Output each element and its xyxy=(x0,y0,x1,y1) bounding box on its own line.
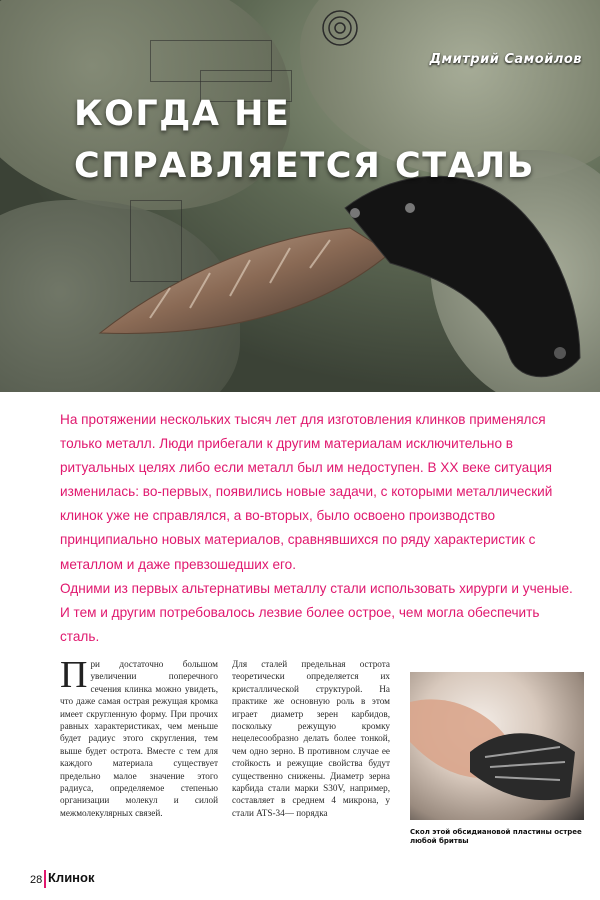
intro-paragraph-1: На протяжении нескольких тысяч лет для изготовления клинков применялся только металл. Люди прибегали к другим материалам исключительно в ритуальных целях либо если металл был им недоступен. В XX веке ситуация изменилась: во-первых, появились новые задачи, с которыми металлический клинок уже не справлялся, а во-вторых, было освоено производство принципиально новых материалов, сравнявшихся по ряду характеристик с металлом и даже превзошедших его. xyxy=(60,412,553,572)
body-text: Для сталей предельная острота теоретически определяется их кристаллической структурой. На практике же основную роль в этом играет диаметр зерен карбидов, поскольку режущую кромку нецелесообразно делать более тонкой, чем одно зерно. В противном случае ее стойкость и режущие свойства будут существенно снижены. Диаметр зерна карбида стали марки S30V, например, составляет в среднем 4 микрона, у стали ATS-34— порядка xyxy=(232,659,390,818)
body-text: ри достаточно большом увеличении поперечного сечения клинка можно увидеть, что даже самая острая режущая кромка имеет скругленную форму. При прочих равных характеристиках, чем меньше будет радиус этого скругления, тем выше будет острота. Вместе с тем для каждого материала существует предельно малое значение этого радиуса, определяемое степенью организации молекул и силой межмолекулярных связей. xyxy=(60,659,218,818)
intro-text xyxy=(60,408,580,649)
photo-caption: Скол этой обсидиановой пластины острее любой бритвы xyxy=(410,828,582,845)
drop-cap: П xyxy=(60,654,88,696)
magazine-logo: Клинок xyxy=(48,870,95,885)
body-paragraph xyxy=(60,654,218,819)
footer-divider xyxy=(44,870,46,888)
author-name: Дмитрий Самойлов xyxy=(429,52,582,67)
hand-holding-flake xyxy=(410,672,584,820)
article-title: КОГДА НЕ СПРАВЛЯЕТСЯ СТАЛЬ xyxy=(74,94,535,186)
intro-paragraph-2: Одними из первых альтернативы металлу стали использовать хирурги и ученые. И тем и другим потребовалось лезвие более острое, чем могла обеспечить сталь. xyxy=(60,580,573,644)
obsidian-flake-photo xyxy=(410,672,584,820)
hero-photo xyxy=(0,0,600,392)
body-column-1 xyxy=(60,654,218,819)
body-column-2 xyxy=(232,658,390,819)
page-number: 28 xyxy=(30,874,43,886)
obsidian-knife-image xyxy=(90,168,600,392)
spiral-carving xyxy=(320,8,360,48)
